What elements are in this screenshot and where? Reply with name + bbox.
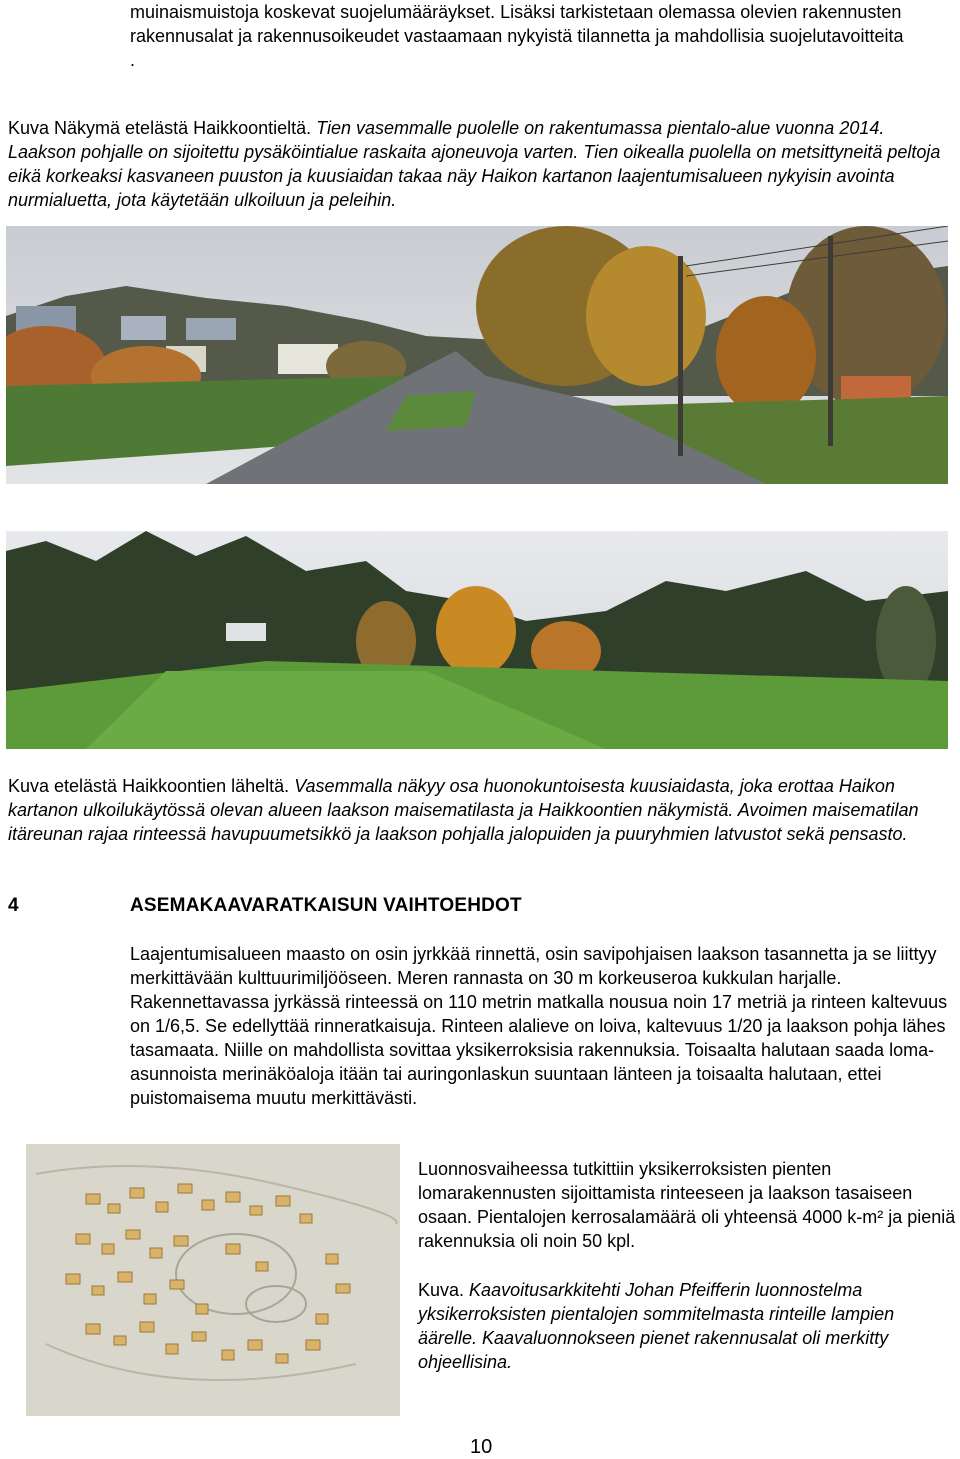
photo-caption-road [8,116,953,212]
intro-text: muinaismuistoja koskevat suojelumääräykset. Lisäksi tarkistetaan olemassa olevien rakennusten rakennusalat ja rakennusoikeudet vastaamaan nykyistä tilannetta ja mahdollisia suojelutavoitteita [130,2,904,46]
page-number: 10 [470,1436,493,1458]
body-paragraph: Laajentumisalueen maasto on osin jyrkkää rinnettä, osin savipohjaisen laakson tasannetta ja se liittyy merkittävään kulttuurimiljööseen. Meren rannasta on 30 m korkeuseroa kukkulan harjalle. Rakennettavassa jyrkässä rinteessä on 110 metrin matkalla nousua noin 17 metriä ja rinteen kaltevuus on 1/6,5. Se edellyttää rinneratkaisuja. Rinteen alalieve on loiva, kaltevuus 1/20 ja laakson pohja lähes tasamaata. Niille on mahdollista sovittaa yksikerroksisia rakennuksia. Toisaalta halutaan saada loma-asunnoista merinäköaloja itään tai auringonlaskun suuntaan länteen ja toisaalta halutaan, ettei puistomaisema muutu merkittävästi. [130,944,948,1108]
intro-dot: . [130,50,136,70]
caption-italic: Tien vasemmalle puolelle on rakentumassa pientalo-alue vuonna 2014. Laakson pohjalle on sijoitettu pysäköintialue raskaita ajoneuvoja varten. Tien oikealla puolella on metsittyneitä peltoja eikä korkeaksi kasvaneen puuston ja kuusiaidan takaa näy Haikon kartanon laajentumisalueen nykyisin avointa nurmialuetta, jota käytetään ulkoiluun ja peleihin. [8,118,941,210]
section-title: ASEMAKAAVARATKAISUN VAIHTOEHDOT [130,895,522,916]
caption-lead: Kuva etelästä Haikkoontien läheltä. [8,776,290,796]
road-view-photo [6,226,948,484]
caption-italic: Vasemmalla näkyy osa huonokuntoisesta kuusiaidasta, joka erottaa Haikon kartanon ulkoilukäytössä olevan alueen laakson maisematilasta ja Haikkoontien näkymistä. Avoimen maisematilan itäreunan rajaa rinteessä havupuumetsikkö ja laakson pohjalla jalopuiden ja puuryhmien latvustot sekä pensasto. [8,776,919,844]
meadow-view-photo [6,531,948,749]
section-number: 4 [8,895,19,916]
site-model-photo [26,1144,400,1416]
sketch-caption [418,1278,948,1374]
caption-italic: Kaavoitusarkkitehti Johan Pfeifferin luonnostelma yksikerroksisten pientalojen sommitelmasta rinteille lampien äärelle. Kaavaluonnokseen pienet rakennusalat oli merkitty ohjeellisina. [418,1280,895,1372]
intro-paragraph [130,0,930,72]
photo-caption-meadow [8,774,953,846]
caption-lead: Kuva. [418,1280,465,1300]
caption-lead: Kuva Näkymä etelästä Haikkoontieltä. [8,118,312,138]
sketch-description: Luonnosvaiheessa tutkittiin yksikerroksisten pienten lomarakennusten sijoittamista rinteeseen ja laakson tasaiseen osaan. Pientalojen kerrosalamäärä oli yhteensä 4000 k-m² ja pieniä rakennuksia oli noin 50 kpl. [418,1159,956,1251]
